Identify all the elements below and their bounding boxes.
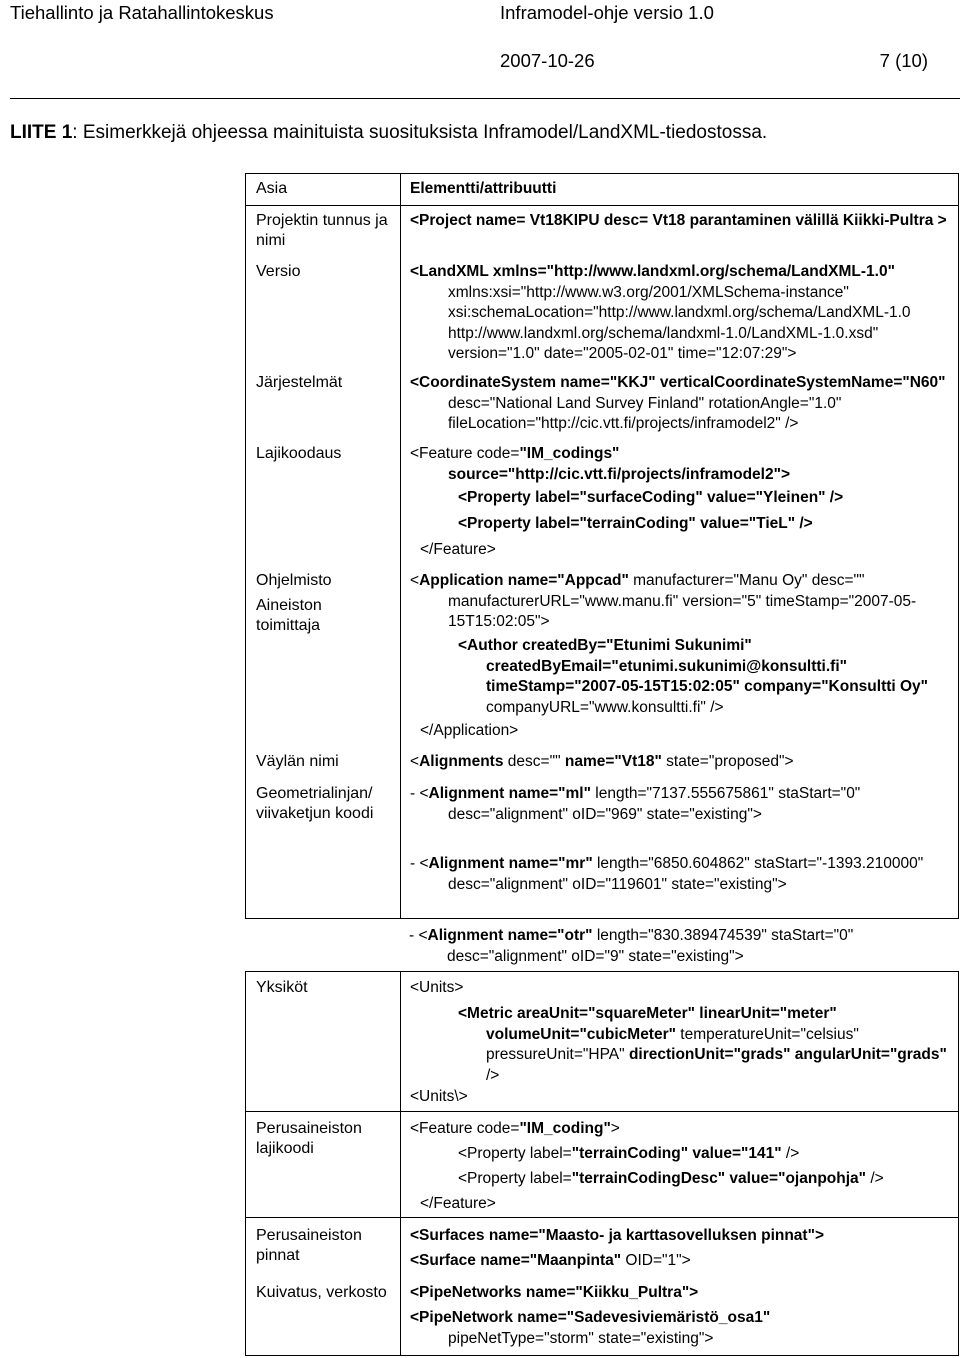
p4-bold: "terrainCodingDesc" value="ojanpohja"	[571, 1170, 867, 1187]
value-property-3	[458, 1144, 952, 1165]
coord-bold: <CoordinateSystem name="KKJ" verticalCoordinateSystemName="N60"	[410, 374, 946, 391]
value-property-4	[458, 1169, 952, 1190]
f2-bold: "IM_coding"	[519, 1120, 611, 1137]
row-divider-units	[246, 1111, 958, 1112]
p3-open: <Property label=	[458, 1145, 572, 1162]
coord-rest: desc="National Land Survey Finland" rotationAngle="1.0" fileLocation="http://cic.vtt.fi/projects/inframodel2" />	[448, 394, 842, 432]
f2-open: <Feature code=	[410, 1120, 520, 1137]
value-units-open: <Units>	[410, 979, 464, 996]
value-metric	[458, 1004, 948, 1086]
header-org: Tiehallinto ja Ratahallintokeskus	[10, 2, 274, 23]
a1-open: - <	[410, 785, 429, 802]
p3-end: />	[781, 1145, 800, 1162]
value-coordinate-system	[410, 373, 950, 435]
value-feature-2	[410, 1119, 950, 1140]
p3-bold: "terrainCoding" value="141"	[571, 1145, 782, 1162]
label-lajikoodaus: Lajikoodaus	[256, 445, 342, 462]
header-date: 2007-10-26	[500, 50, 595, 71]
a3-rest: length="830.389474539" staStart="0" desc="alignment" oID="9" state="existing">	[447, 927, 854, 965]
col-header-asia: Asia	[256, 180, 288, 197]
table-part-2	[245, 971, 959, 1356]
align-rest: state="proposed">	[661, 753, 794, 770]
label-kuivatus: Kuivatus, verkosto	[256, 1284, 387, 1301]
a2-rest: length="6850.604862" staStart="-1393.210000" desc="alignment" oID="119601" state="existing">	[448, 855, 924, 893]
surface-rest: OID="1">	[621, 1252, 691, 1269]
label-ohjelmisto: Ohjelmisto	[256, 572, 332, 589]
value-alignments	[410, 752, 950, 773]
value-units-close: <Units\>	[410, 1088, 468, 1105]
label-aineiston-toimittaja: Aineiston toimittaja	[256, 597, 322, 634]
f2-end: >	[610, 1120, 620, 1137]
author-bold: <Author createdBy="Etunimi Sukunimi" createdByEmail="etunimi.sukunimi@konsultti.fi" timeStamp="2007-05-15T15:02:05" company="Konsultti Oy"	[458, 637, 929, 695]
app-bold: Application name="Appcad"	[419, 572, 629, 589]
landxml-rest: xmlns:xsi="http://www.w3.org/2001/XMLSchema-instance" xsi:schemaLocation="http://www.landxml.org/schema/LandXML-1.0 http://www.landxml.org/schema/landxml-1.0/LandXML-1.0.xsd" version="1.0" date="2005-02-01" time="12:07:29">	[448, 283, 911, 362]
value-application	[410, 571, 950, 633]
metric-bold-2: directionUnit="grads" angularUnit="grads"	[628, 1046, 947, 1063]
align-mid: desc=""	[503, 753, 565, 770]
align-bold-1: Alignments	[419, 753, 504, 770]
label-jarjestelmat: Järjestelmät	[256, 374, 343, 391]
p4-open: <Property label=	[458, 1170, 572, 1187]
label-projektin-tunnus: Projektin tunnus ja nimi	[256, 212, 388, 249]
col-header-element: Elementti/attribuutti	[410, 180, 557, 197]
label-perusaineiston-pinnat: Perusaineiston pinnat	[256, 1227, 362, 1264]
a3-bold: Alignment name="otr"	[427, 927, 593, 944]
header-row-divider	[246, 205, 958, 206]
label-vaylan-nimi: Väylän nimi	[256, 753, 339, 770]
value-pipenetworks: <PipeNetworks name="Kiikku_Pultra">	[410, 1284, 699, 1301]
a2-bold: Alignment name="mr"	[428, 855, 593, 872]
value-property-1: <Property label="surfaceCoding" value="Yleinen" />	[458, 489, 844, 506]
value-feature-2-close: </Feature>	[420, 1195, 496, 1212]
appendix-label: LIITE 1	[10, 122, 73, 143]
value-alignment-mr	[410, 854, 950, 895]
value-application-close: </Application>	[420, 722, 519, 739]
p4-end: />	[866, 1170, 884, 1187]
feature-open: <Feature code=	[410, 445, 520, 462]
a3-open: - <	[409, 927, 428, 944]
align-open: <	[410, 753, 420, 770]
appendix-text: : Esimerkkejä ohjeessa mainituista suosituksista Inframodel/LandXML-tiedostossa.	[72, 122, 768, 143]
value-property-2: <Property label="terrainCoding" value="TieL" />	[458, 515, 813, 532]
value-surface	[410, 1251, 950, 1272]
label-perusaineiston-lajikoodi: Perusaineiston lajikoodi	[256, 1120, 362, 1157]
app-rest: manufacturer="Manu Oy" desc="" manufacturerURL="www.manu.fi" version="5" timeStamp="2007-05-15T15:02:05">	[448, 572, 917, 630]
appendix-heading	[10, 122, 767, 144]
a1-rest: length="7137.555675861" staStart="0" desc="alignment" oID="969" state="existing">	[448, 785, 861, 823]
value-surfaces: <Surfaces name="Maasto- ja karttasovelluksen pinnat">	[410, 1227, 824, 1244]
header-page-number: 7 (10)	[879, 50, 928, 71]
value-alignment-otr	[409, 926, 949, 967]
header-doc-title: Inframodel-ohje versio 1.0	[500, 2, 714, 23]
label-versio: Versio	[256, 263, 301, 280]
value-alignment-ml	[410, 784, 950, 825]
app-open: <	[410, 572, 420, 589]
surface-bold: <Surface name="Maanpinta"	[410, 1252, 622, 1269]
row-divider-lajikoodi	[246, 1217, 958, 1218]
value-author	[458, 636, 952, 718]
pipenetwork-rest: pipeNetType="storm" state="existing">	[448, 1329, 714, 1347]
feature-bold: "IM_codings" source="http://cic.vtt.fi/projects/inframodel2">	[448, 445, 790, 483]
author-rest: companyURL="www.konsultti.fi" />	[486, 698, 724, 716]
label-geometrialinja: Geometrialinjan/ viivaketjun koodi	[256, 785, 374, 822]
table-part-1	[245, 173, 959, 919]
a2-open: - <	[410, 855, 429, 872]
column-divider-2	[400, 972, 401, 1355]
align-bold-2: name="Vt18"	[564, 753, 662, 770]
metric-mid: temperatureUnit="celsius" pressureUnit="HPA"	[486, 1025, 859, 1063]
pipenetwork-bold: <PipeNetwork name="Sadevesiviemäristö_osa1"	[410, 1309, 771, 1326]
value-pipenetwork	[410, 1308, 900, 1349]
a1-bold: Alignment name="ml"	[428, 785, 591, 802]
value-feature	[410, 444, 950, 485]
value-feature-close: </Feature>	[420, 541, 496, 558]
label-yksikot: Yksiköt	[256, 979, 308, 996]
header-divider	[10, 98, 960, 99]
value-project: <Project name= Vt18KIPU desc= Vt18 parantaminen välillä Kiikki-Pultra >	[410, 212, 947, 229]
metric-bold-1: <Metric areaUnit="squareMeter" linearUnit="meter" volumeUnit="cubicMeter"	[458, 1005, 837, 1043]
value-landxml	[410, 262, 950, 365]
landxml-bold: <LandXML xmlns="http://www.landxml.org/schema/LandXML-1.0"	[410, 263, 895, 280]
column-divider	[400, 174, 401, 918]
metric-end: />	[486, 1066, 500, 1084]
